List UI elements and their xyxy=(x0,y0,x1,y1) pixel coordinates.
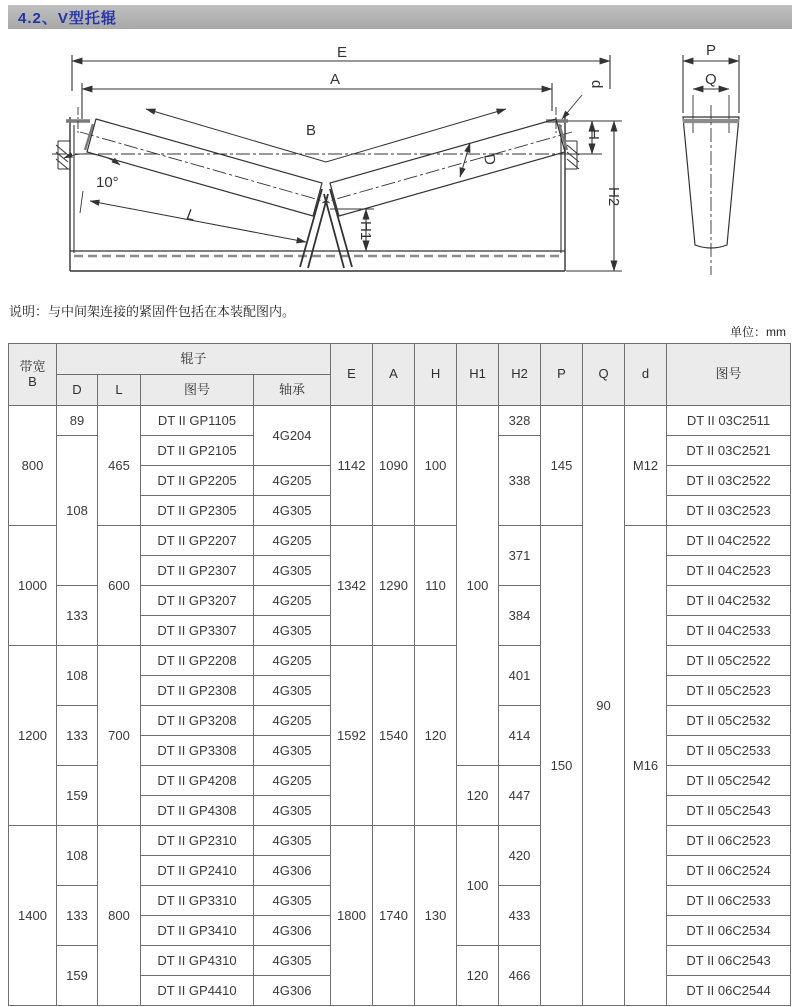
col-header-roller-l: L xyxy=(98,375,141,406)
cell-h: 110 xyxy=(415,526,457,646)
cell-d: 159 xyxy=(57,946,98,1006)
cell-gh: DT II 04C2533 xyxy=(667,616,791,646)
cell-h2: 371 xyxy=(499,526,541,586)
cell-gh: DT II 03C2522 xyxy=(667,466,791,496)
cell-br: 4G205 xyxy=(254,646,331,676)
note-text: 说明：与中间架连接的紧固件包括在本装配图内。 xyxy=(9,304,296,319)
cell-h2: 447 xyxy=(499,766,541,826)
cell-d: 133 xyxy=(57,586,98,646)
cell-l: 600 xyxy=(98,526,141,646)
cell-gh: DT II 06C2534 xyxy=(667,916,791,946)
dim-label-e: E xyxy=(337,44,348,61)
col-header-p: P xyxy=(541,344,583,406)
cell-p: 150 xyxy=(541,526,583,1006)
dim-label-d-small: d xyxy=(588,80,605,89)
cell-b: 1400 xyxy=(9,826,57,1006)
cell-br: 4G306 xyxy=(254,916,331,946)
cell-h: 100 xyxy=(415,406,457,526)
cell-gp: DT II GP4310 xyxy=(141,946,254,976)
cell-e: 1342 xyxy=(331,526,373,646)
cell-gh: DT II 06C2533 xyxy=(667,886,791,916)
cell-p: 145 xyxy=(541,406,583,526)
cell-gh: DT II 04C2523 xyxy=(667,556,791,586)
cell-br: 4G305 xyxy=(254,946,331,976)
cell-gp: DT II GP2205 xyxy=(141,466,254,496)
col-header-q: Q xyxy=(583,344,625,406)
cell-dd: M16 xyxy=(625,526,667,1006)
cell-gh: DT II 03C2521 xyxy=(667,436,791,466)
cell-a: 1090 xyxy=(373,406,415,526)
cell-gh: DT II 03C2523 xyxy=(667,496,791,526)
table-row xyxy=(9,826,791,856)
dim-label-q: Q xyxy=(705,71,717,88)
cell-br: 4G306 xyxy=(254,976,331,1006)
dim-label-a: A xyxy=(330,71,341,88)
cell-b: 1000 xyxy=(9,526,57,646)
cell-gh: DT II 05C2523 xyxy=(667,676,791,706)
cell-gp: DT II GP4410 xyxy=(141,976,254,1006)
table-row xyxy=(9,646,791,676)
cell-dd: M12 xyxy=(625,406,667,526)
cell-q: 90 xyxy=(583,406,625,1006)
cell-e: 1800 xyxy=(331,826,373,1006)
cell-gh: DT II 04C2532 xyxy=(667,586,791,616)
cell-gp: DT II GP3410 xyxy=(141,916,254,946)
cell-br: 4G204 xyxy=(254,406,331,466)
cell-br: 4G305 xyxy=(254,796,331,826)
dim-label-h: H xyxy=(585,129,602,140)
cell-gp: DT II GP2208 xyxy=(141,646,254,676)
col-header-drawing-no: 图号 xyxy=(667,344,791,406)
col-header-e: E xyxy=(331,344,373,406)
cell-gp: DT II GP2310 xyxy=(141,826,254,856)
cell-h1: 100 xyxy=(457,826,499,946)
table-row xyxy=(9,406,791,436)
cell-gh: DT II 03C2511 xyxy=(667,406,791,436)
unit-label: 单位：mm xyxy=(730,325,786,339)
cell-h: 120 xyxy=(415,646,457,826)
cell-h1: 120 xyxy=(457,766,499,826)
cell-gp: DT II GP3207 xyxy=(141,586,254,616)
cell-gp: DT II GP3307 xyxy=(141,616,254,646)
col-header-h: H xyxy=(415,344,457,406)
spec-table-head xyxy=(9,344,791,406)
cell-gp: DT II GP2305 xyxy=(141,496,254,526)
cell-gh: DT II 06C2524 xyxy=(667,856,791,886)
cell-gh: DT II 05C2533 xyxy=(667,736,791,766)
spec-table xyxy=(8,343,791,1006)
cell-h2: 384 xyxy=(499,586,541,646)
cell-gp: DT II GP3310 xyxy=(141,886,254,916)
cell-h2: 328 xyxy=(499,406,541,436)
cell-h2: 420 xyxy=(499,826,541,886)
cell-l: 700 xyxy=(98,646,141,826)
cell-gp: DT II GP2105 xyxy=(141,436,254,466)
cell-gp: DT II GP2308 xyxy=(141,676,254,706)
cell-gp: DT II GP2307 xyxy=(141,556,254,586)
dim-label-d-big: D xyxy=(480,152,499,167)
cell-gp: DT II GP2207 xyxy=(141,526,254,556)
dim-label-h1: H1 xyxy=(357,221,374,241)
cell-br: 4G205 xyxy=(254,766,331,796)
cell-br: 4G305 xyxy=(254,556,331,586)
cell-h2: 401 xyxy=(499,646,541,706)
cell-gh: DT II 04C2522 xyxy=(667,526,791,556)
cell-gp: DT II GP4208 xyxy=(141,766,254,796)
col-header-d: d xyxy=(625,344,667,406)
cell-gp: DT II GP3208 xyxy=(141,706,254,736)
cell-br: 4G305 xyxy=(254,676,331,706)
dim-label-l: L xyxy=(185,206,197,225)
spec-table-body xyxy=(9,406,791,1006)
technical-drawing xyxy=(0,31,800,299)
cell-gp: DT II GP4308 xyxy=(141,796,254,826)
section-title: 4.2、V型托辊 xyxy=(18,9,117,27)
cell-gh: DT II 05C2543 xyxy=(667,796,791,826)
table-row xyxy=(9,526,791,556)
cell-gp: DT II GP1105 xyxy=(141,406,254,436)
cell-br: 4G205 xyxy=(254,466,331,496)
cell-d: 133 xyxy=(57,886,98,946)
cell-gh: DT II 06C2523 xyxy=(667,826,791,856)
cell-a: 1540 xyxy=(373,646,415,826)
cell-h1: 120 xyxy=(457,946,499,1006)
cell-a: 1290 xyxy=(373,526,415,646)
cell-br: 4G205 xyxy=(254,706,331,736)
cell-h2: 338 xyxy=(499,436,541,526)
cell-a: 1740 xyxy=(373,826,415,1006)
section-title-bar xyxy=(8,5,792,29)
col-header-a: A xyxy=(373,344,415,406)
cell-h2: 414 xyxy=(499,706,541,766)
cell-d: 108 xyxy=(57,826,98,886)
cell-h1: 100 xyxy=(457,406,499,766)
cell-b: 1200 xyxy=(9,646,57,826)
cell-d: 159 xyxy=(57,766,98,826)
dim-label-p: P xyxy=(706,42,717,59)
cell-e: 1142 xyxy=(331,406,373,526)
cell-br: 4G305 xyxy=(254,736,331,766)
cell-gh: DT II 05C2542 xyxy=(667,766,791,796)
cell-gp: DT II GP3308 xyxy=(141,736,254,766)
cell-e: 1592 xyxy=(331,646,373,826)
cell-h2: 466 xyxy=(499,946,541,1006)
col-header-roller-bearing: 轴承 xyxy=(254,375,331,406)
col-header-h1: H1 xyxy=(457,344,499,406)
cell-br: 4G305 xyxy=(254,616,331,646)
col-header-roller: 辊子 xyxy=(57,344,331,375)
cell-d: 89 xyxy=(57,406,98,436)
col-header-bandwidth: 带宽 B xyxy=(9,344,57,406)
cell-l: 800 xyxy=(98,826,141,1006)
dim-label-h2: H2 xyxy=(605,187,622,207)
cell-l: 465 xyxy=(98,406,141,526)
cell-gh: DT II 05C2522 xyxy=(667,646,791,676)
cell-gh: DT II 06C2543 xyxy=(667,946,791,976)
dim-label-angle: 10° xyxy=(96,174,119,191)
cell-br: 4G305 xyxy=(254,826,331,856)
cell-d: 108 xyxy=(57,646,98,706)
cell-gh: DT II 06C2544 xyxy=(667,976,791,1006)
cell-b: 800 xyxy=(9,406,57,526)
col-header-roller-d: D xyxy=(57,375,98,406)
cell-br: 4G205 xyxy=(254,526,331,556)
cell-br: 4G305 xyxy=(254,496,331,526)
cell-h2: 433 xyxy=(499,886,541,946)
side-view xyxy=(683,55,739,275)
dim-label-b: B xyxy=(306,122,317,139)
cell-gp: DT II GP2410 xyxy=(141,856,254,886)
cell-br: 4G306 xyxy=(254,856,331,886)
cell-h: 130 xyxy=(415,826,457,1006)
cell-gh: DT II 05C2532 xyxy=(667,706,791,736)
col-header-roller-drawing: 图号 xyxy=(141,375,254,406)
col-header-h2: H2 xyxy=(499,344,541,406)
cell-d: 108 xyxy=(57,436,98,586)
cell-br: 4G305 xyxy=(254,886,331,916)
cell-d: 133 xyxy=(57,706,98,766)
cell-br: 4G205 xyxy=(254,586,331,616)
